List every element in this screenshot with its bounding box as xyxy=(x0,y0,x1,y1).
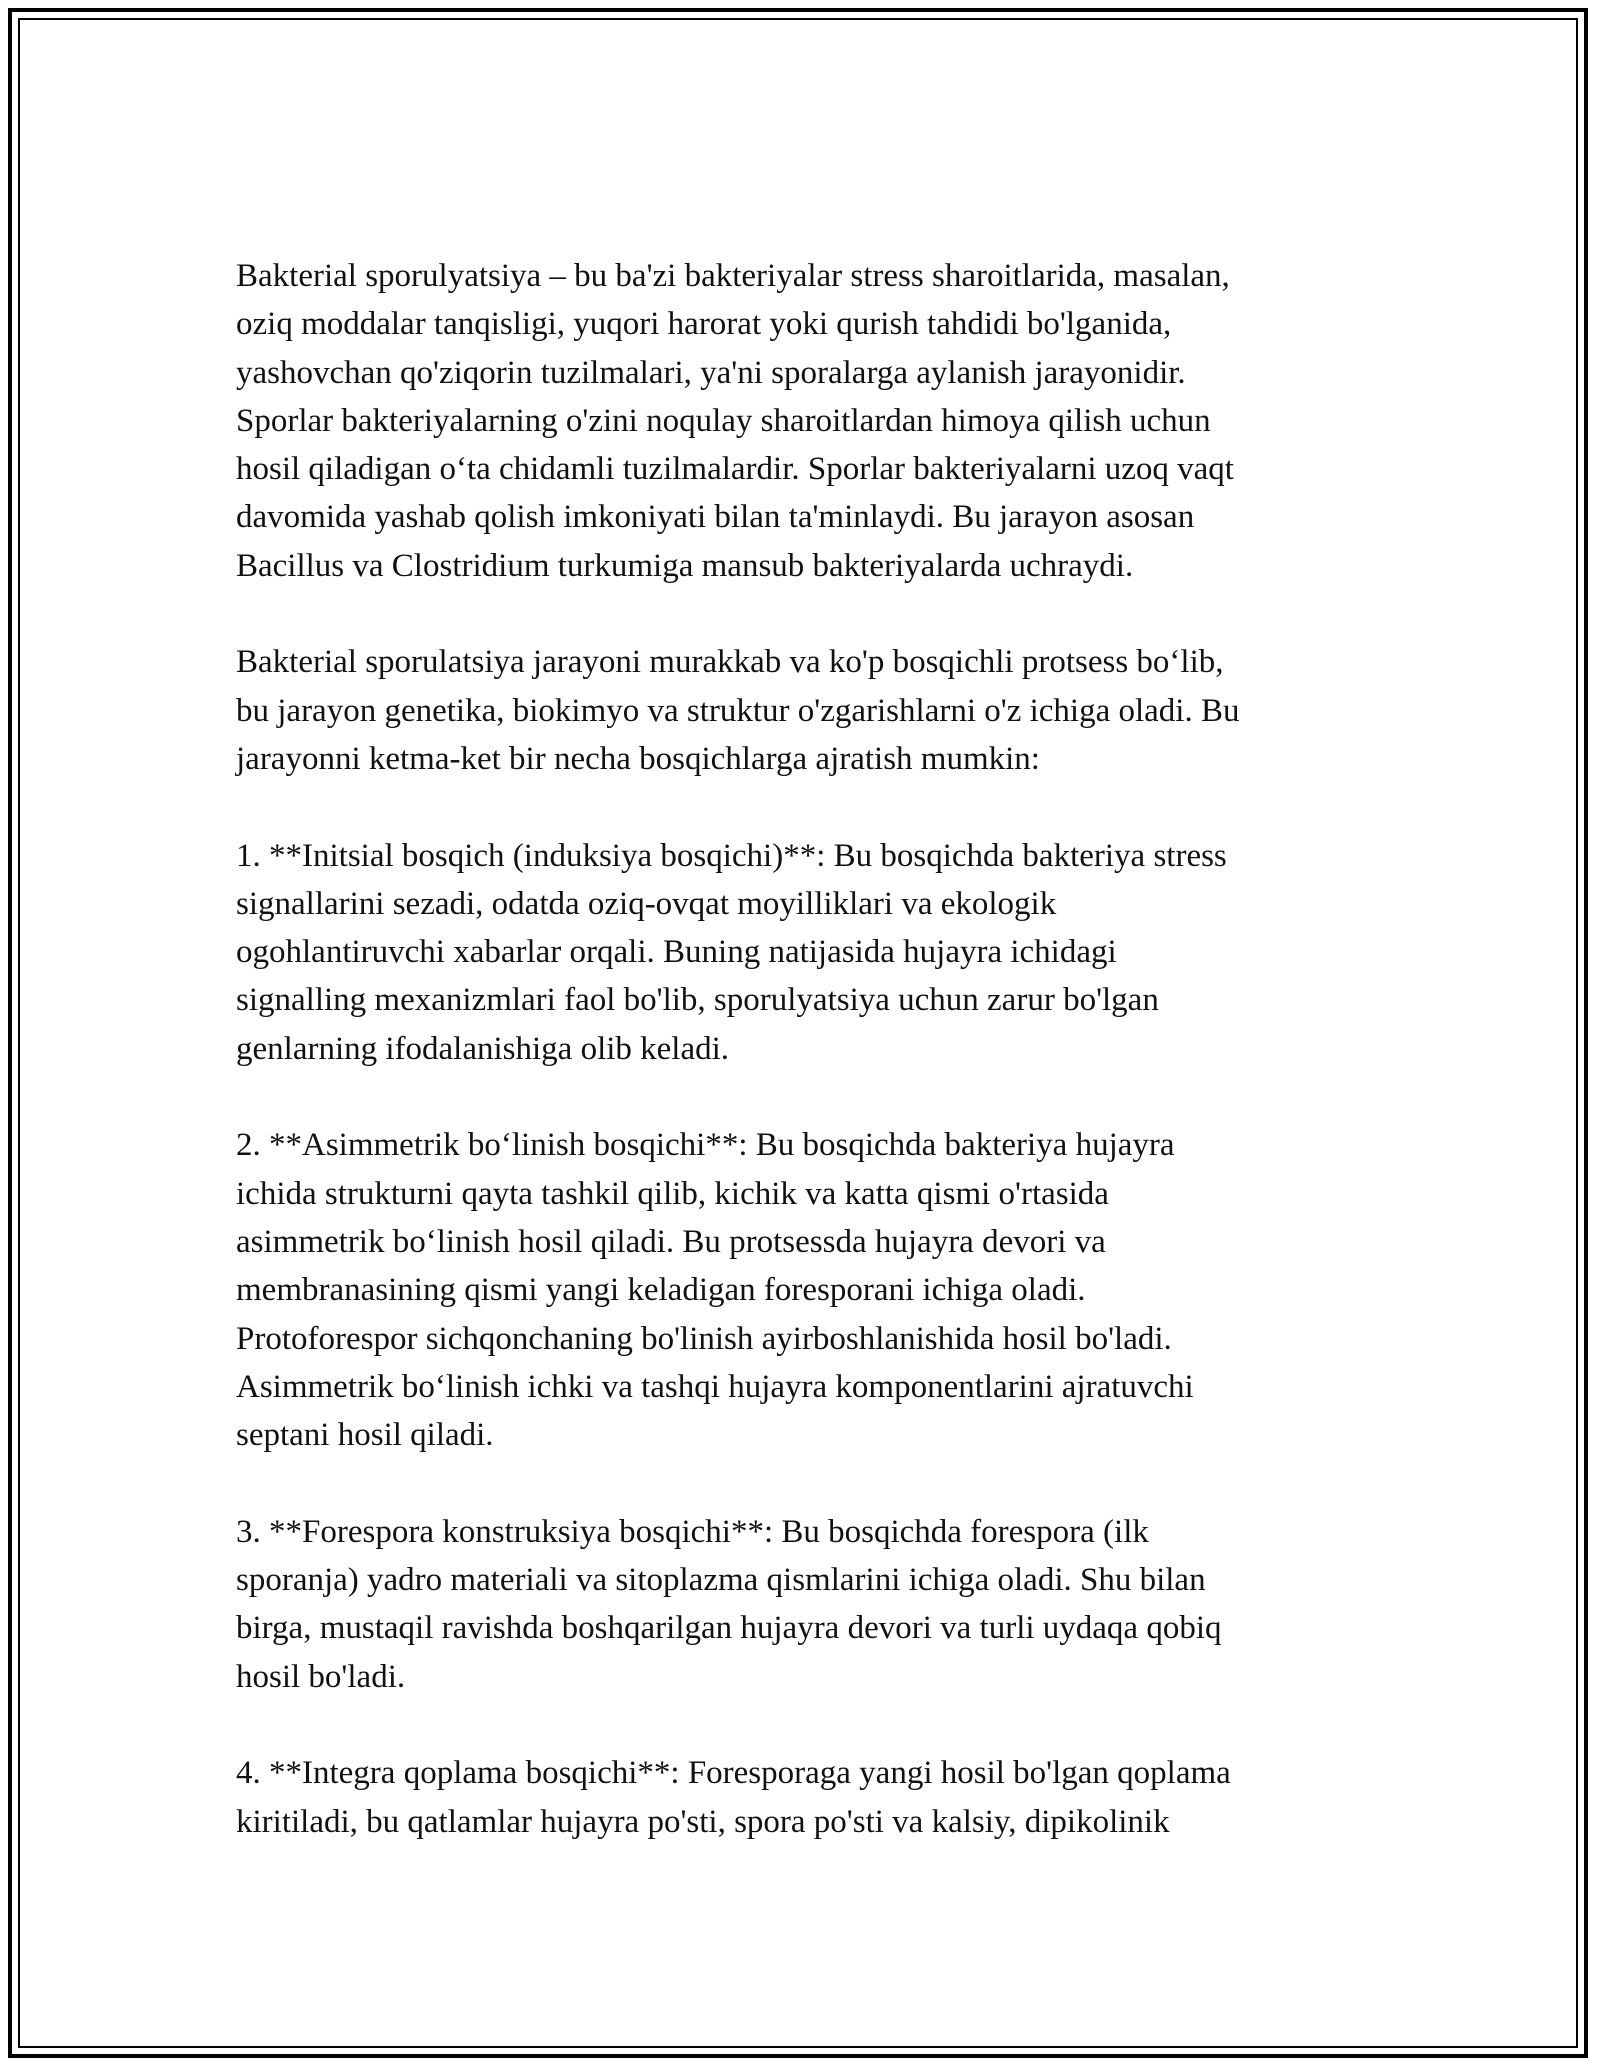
text-line: yashovchan qo'ziqorin tuzilmalari, ya'ni sporalarga aylanish jarayonidir. xyxy=(236,354,1186,391)
paragraph-stage-4 xyxy=(236,1749,1376,1846)
text-line: ichida strukturni qayta tashkil qilib, kichik va katta qismi o'rtasida xyxy=(236,1175,1109,1212)
text-line: oziq moddalar tanqisligi, yuqori harorat yoki qurish tahdidi bo'lganida, xyxy=(236,306,1172,343)
text-line: 1. **Initsial bosqich (induksiya bosqichi)**: Bu bosqichda bakteriya stress xyxy=(236,837,1227,874)
text-line: Bakterial sporulyatsiya – bu ba'zi bakteriyalar stress sharoitlarida, masalan, xyxy=(236,258,1230,294)
text-line: Protoforespor sichqonchaning bo'linish ayirboshlanishida hosil bo'ladi. xyxy=(236,1320,1172,1357)
document-body xyxy=(236,252,1376,1894)
text-line: asimmetrik bo‘linish hosil qiladi. Bu protsessda hujayra devori va xyxy=(236,1223,1106,1260)
text-line: membranasining qismi yangi keladigan foresporani ichiga oladi. xyxy=(236,1272,1086,1309)
text-line: birga, mustaqil ravishda boshqarilgan hujayra devori va turli uydaqa qobiq xyxy=(236,1610,1222,1647)
text-line: jarayonni ketma-ket bir necha bosqichlarga ajratish mumkin: xyxy=(236,740,1040,777)
text-line: sporanja) yadro materiali va sitoplazma qismlarini ichiga oladi. Shu bilan xyxy=(236,1562,1206,1599)
text-line: hosil bo'ladi. xyxy=(236,1658,406,1695)
text-line: Bakterial sporulatsiya jarayoni murakkab va ko'p bosqichli protsess bo‘lib, xyxy=(236,644,1224,681)
paragraph-stage-3 xyxy=(236,1508,1376,1701)
text-line: 2. **Asimmetrik bo‘linish bosqichi**: Bu bosqichda bakteriya hujayra xyxy=(236,1127,1175,1164)
text-line: ogohlantiruvchi xabarlar orqali. Buning natijasida hujayra ichidagi xyxy=(236,934,1117,971)
paragraph-stage-1 xyxy=(236,832,1376,1073)
text-line: 3. **Forespora konstruksiya bosqichi**: Bu bosqichda forespora (ilk xyxy=(236,1513,1149,1550)
paragraph-intro xyxy=(236,252,1376,590)
text-line: signalling mexanizmlari faol bo'lib, sporulyatsiya uchun zarur bo'lgan xyxy=(236,982,1159,1019)
text-line: Asimmetrik bo‘linish ichki va tashqi hujayra komponentlarini ajratuvchi xyxy=(236,1368,1194,1405)
text-line: kiritiladi, bu qatlamlar hujayra po'sti, spora po'sti va kalsiy, dipikolinik xyxy=(236,1803,1170,1840)
text-line: Bacillus va Clostridium turkumiga mansub bakteriyalarda uchraydi. xyxy=(236,547,1134,584)
text-line: hosil qiladigan o‘ta chidamli tuzilmalardir. Sporlar bakteriyalarni uzoq vaqt xyxy=(236,451,1234,488)
paragraph-stage-2 xyxy=(236,1121,1376,1459)
text-line: 4. **Integra qoplama bosqichi**: Foresporaga yangi hosil bo'lgan qoplama xyxy=(236,1755,1231,1792)
text-line: davomida yashab qolish imkoniyati bilan ta'minlaydi. Bu jarayon asosan xyxy=(236,499,1195,536)
text-line: genlarning ifodalanishiga olib keladi. xyxy=(236,1030,730,1067)
text-line: Sporlar bakteriyalarning o'zini noqulay sharoitlardan himoya qilish uchun xyxy=(236,402,1211,439)
text-line: septani hosil qiladi. xyxy=(236,1417,494,1454)
text-line: signallarini sezadi, odatda oziq-ovqat moyilliklari va ekologik xyxy=(236,885,1057,922)
paragraph-overview xyxy=(236,638,1376,783)
text-line: bu jarayon genetika, biokimyo va struktur o'zgarishlarni o'z ichiga oladi. Bu xyxy=(236,692,1240,729)
